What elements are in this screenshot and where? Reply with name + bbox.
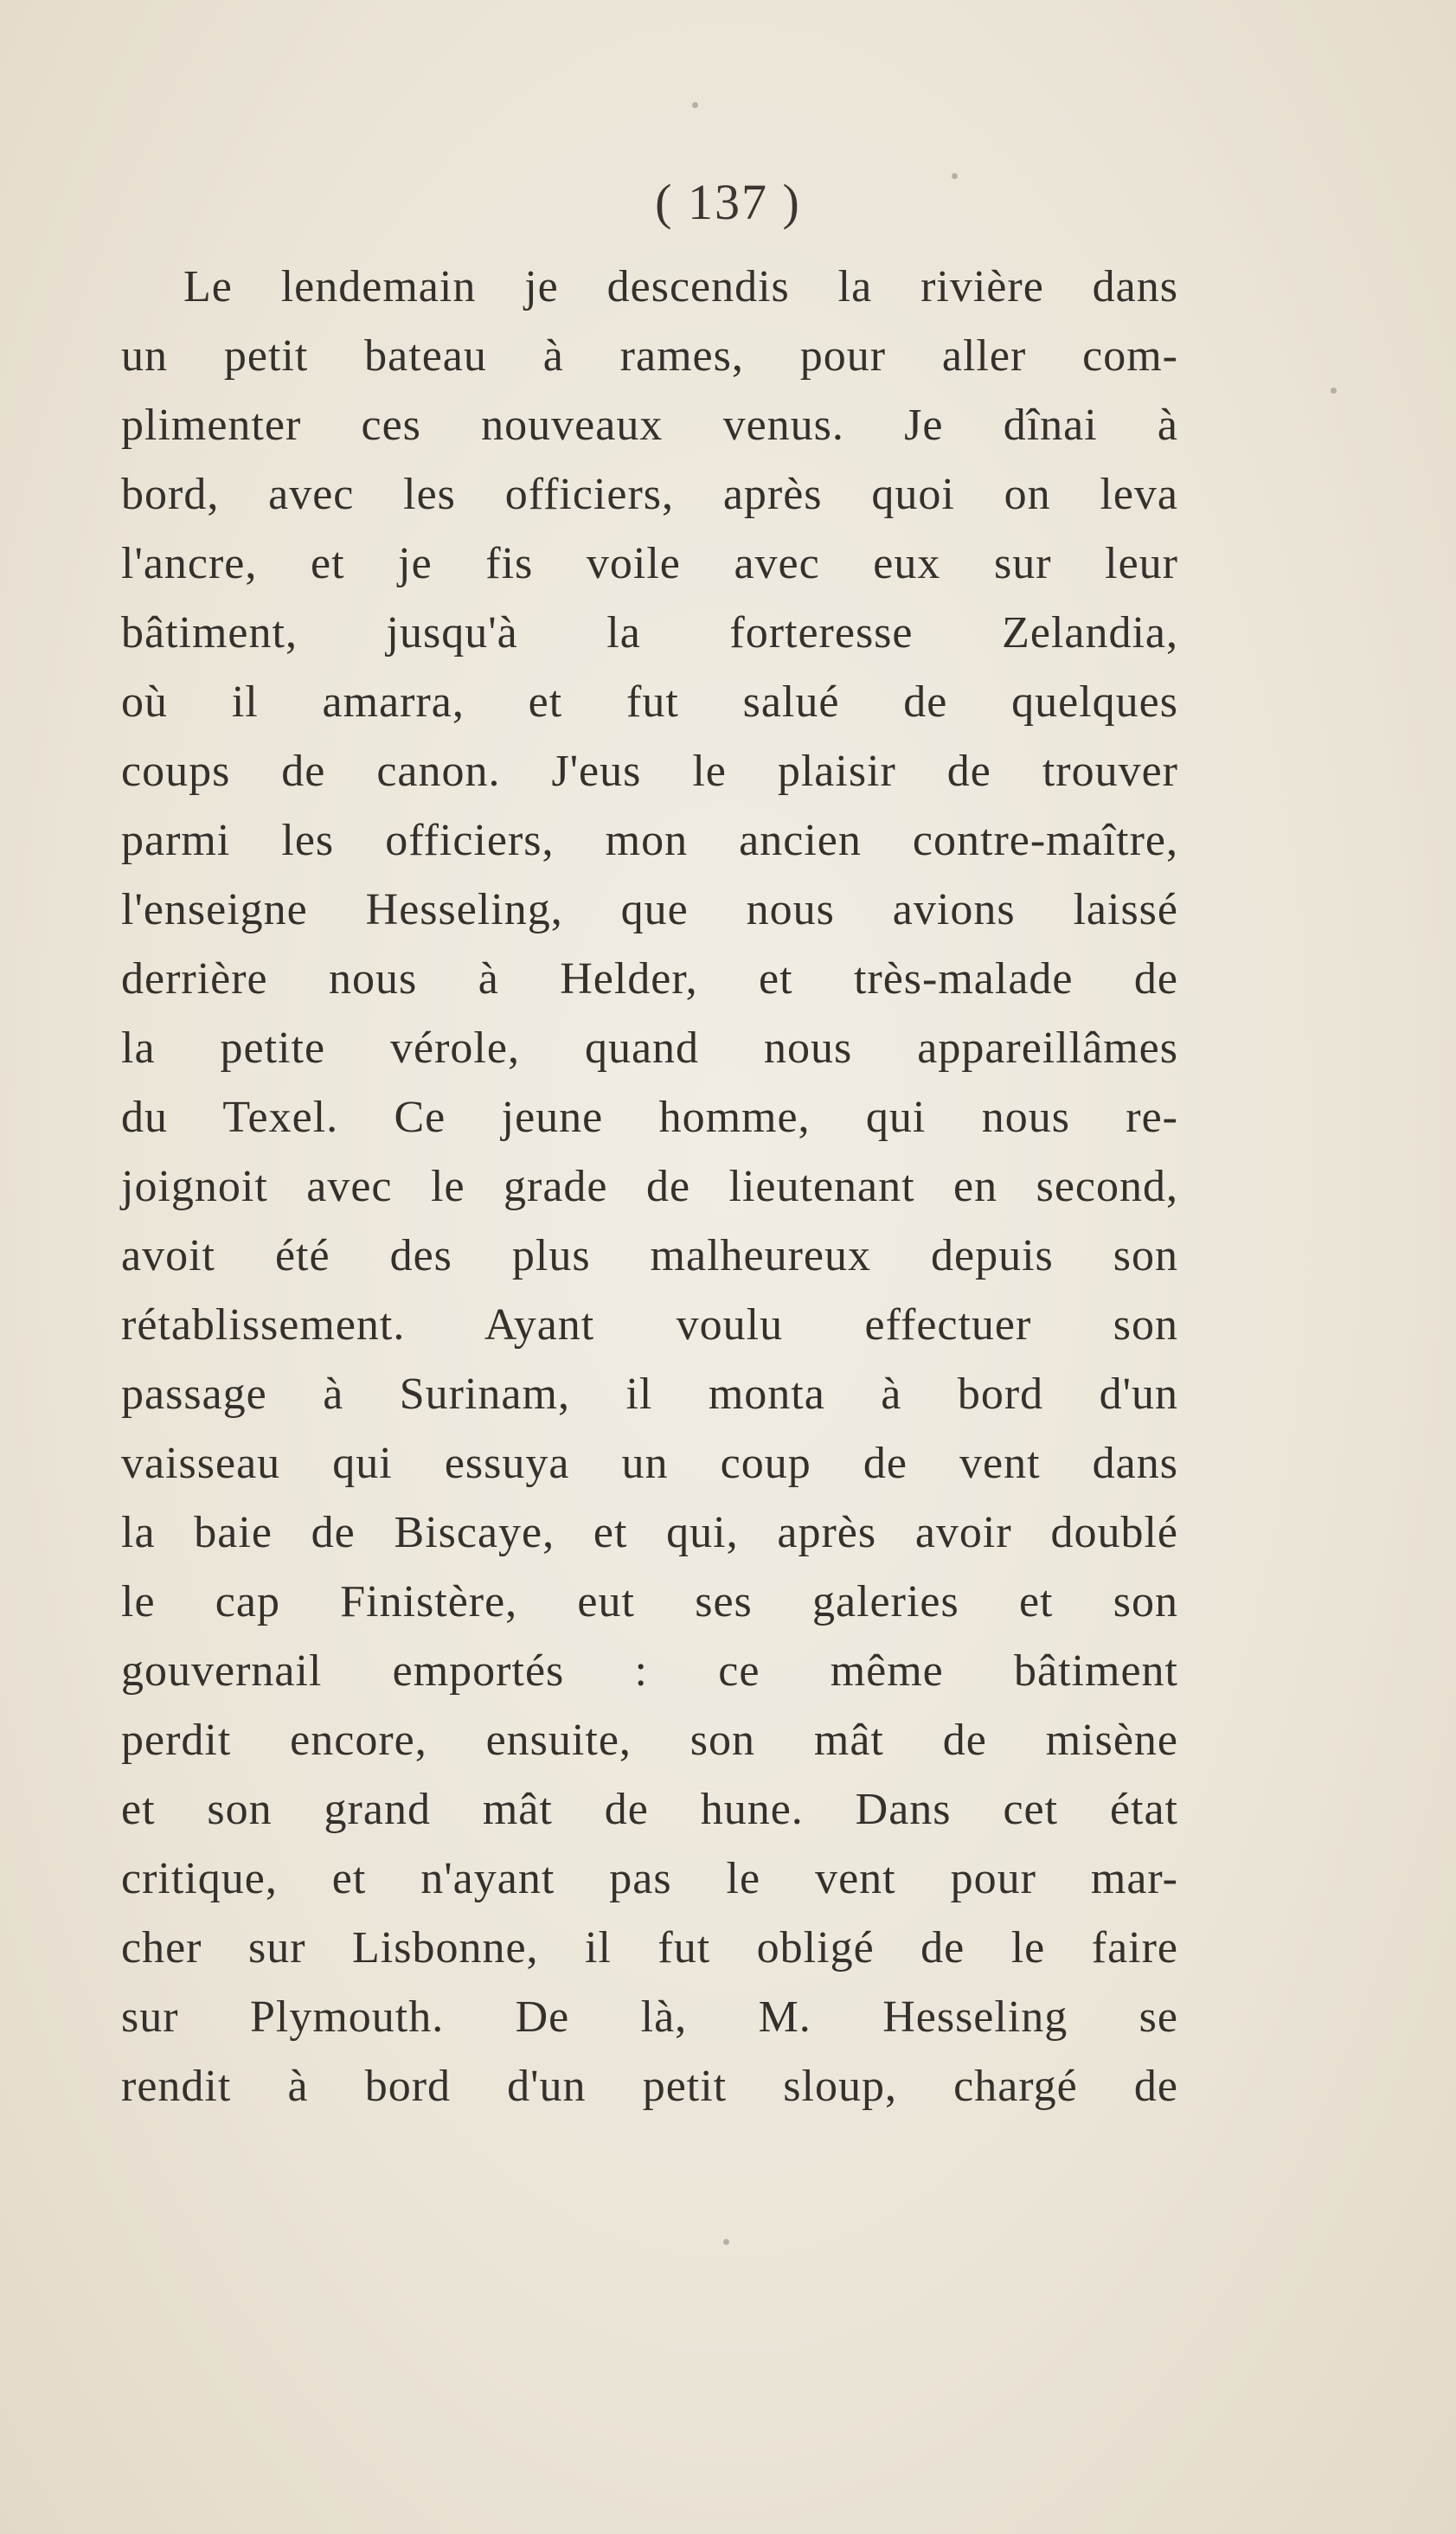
text-line: l'ancre, et je fis voile avec eux sur leur: [121, 539, 1178, 588]
text-line: avoit été des plus malheureux depuis son: [121, 1231, 1178, 1280]
text-line: rendit à bord d'un petit sloup, chargé de: [121, 2062, 1178, 2111]
text-line: où il amarra, et fut salué de quelques: [121, 677, 1178, 727]
text-line: perdit encore, ensuite, son mât de misène: [121, 1716, 1178, 1765]
text-line: parmi les officiers, mon ancien contre-maître,: [121, 816, 1178, 865]
text-line: cher sur Lisbonne, il fut obligé de le faire: [121, 1923, 1178, 1973]
page-number: ( 137 ): [655, 174, 801, 230]
text-line: derrière nous à Helder, et très-malade de: [121, 954, 1178, 1004]
text-line: joignoit avec le grade de lieutenant en second,: [121, 1162, 1178, 1211]
text-line: un petit bateau à rames, pour aller com-: [121, 331, 1178, 381]
text-line: bâtiment, jusqu'à la forteresse Zelandia,: [121, 608, 1178, 658]
body-text: [121, 253, 1178, 2121]
text-line: critique, et n'ayant pas le vent pour mar-: [121, 1854, 1178, 1903]
text-line: gouvernail emportés : ce même bâtiment: [121, 1646, 1178, 1696]
text-line: plimenter ces nouveaux venus. Je dînai à: [121, 401, 1178, 450]
text-line: bord, avec les officiers, après quoi on leva: [121, 470, 1178, 519]
text-line: et son grand mât de hune. Dans cet état: [121, 1785, 1178, 1834]
text-line: rétablissement. Ayant voulu effectuer son: [121, 1300, 1178, 1350]
text-line: le cap Finistère, eut ses galeries et son: [121, 1577, 1178, 1626]
text-line: la baie de Biscaye, et qui, après avoir doublé: [121, 1508, 1178, 1557]
text-line: Le lendemain je descendis la rivière dans: [183, 262, 1178, 311]
text-line: vaisseau qui essuya un coup de vent dans: [121, 1439, 1178, 1488]
text-line: coups de canon. J'eus le plaisir de trouver: [121, 747, 1178, 796]
text-line: passage à Surinam, il monta à bord d'un: [121, 1370, 1178, 1419]
paper-speck: [723, 2239, 729, 2245]
text-line: du Texel. Ce jeune homme, qui nous re-: [121, 1093, 1178, 1142]
paper-speck: [692, 102, 698, 108]
text-line: la petite vérole, quand nous appareillâmes: [121, 1023, 1178, 1073]
text-line: l'enseigne Hesseling, que nous avions laissé: [121, 885, 1178, 934]
paper-speck: [952, 173, 958, 179]
paper-speck: [1331, 388, 1337, 394]
text-line: sur Plymouth. De là, M. Hesseling se: [121, 1992, 1178, 2042]
